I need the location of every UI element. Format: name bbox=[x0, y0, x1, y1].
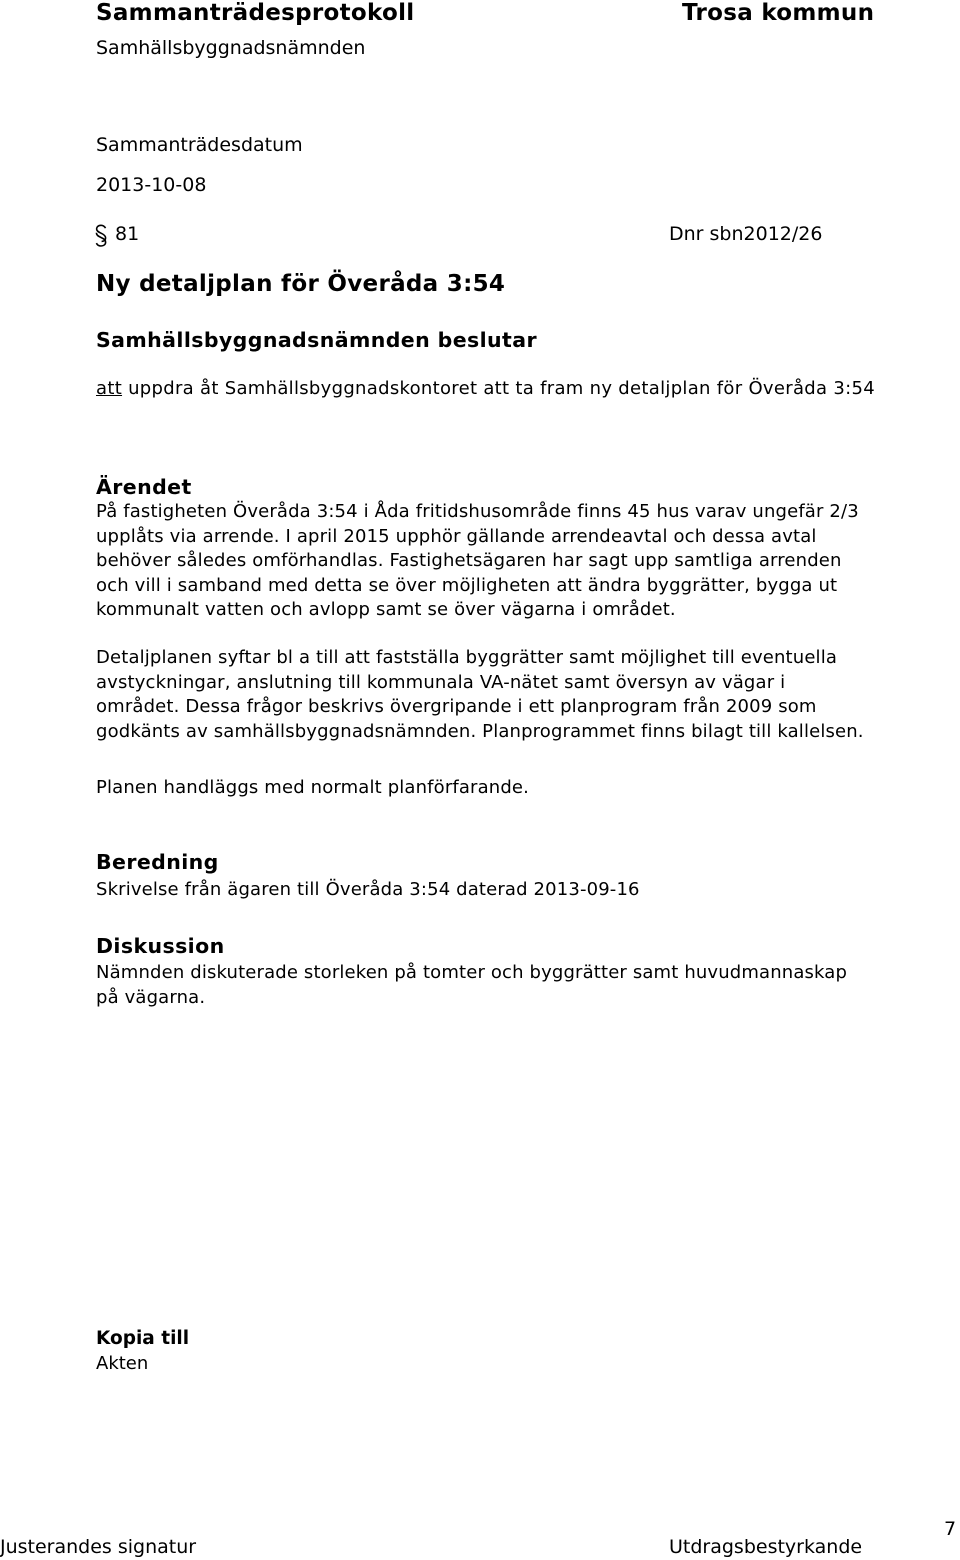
arendet-paragraph-2 bbox=[96, 646, 956, 744]
decision-text bbox=[96, 377, 875, 402]
copy-to-heading: Kopia till bbox=[96, 1328, 190, 1349]
arendet-line: och vill i samband med detta se över möjligheten att ändra byggrätter, bygga ut bbox=[96, 574, 838, 596]
diskussion-text bbox=[96, 961, 956, 1010]
att-word: att bbox=[96, 378, 123, 399]
arendet-paragraph-1 bbox=[96, 500, 956, 623]
municipality-name: Trosa kommun bbox=[682, 0, 875, 26]
decision-heading: Samhällsbyggnadsnämnden beslutar bbox=[96, 328, 537, 352]
section-sign-icon bbox=[93, 224, 109, 250]
footer-certification-label: Utdragsbestyrkande bbox=[669, 1536, 863, 1558]
meeting-date: 2013-10-08 bbox=[96, 174, 207, 196]
arendet-line: behöver således omförhandlas. Fastighetsägaren har sagt upp samtliga arrenden bbox=[96, 550, 842, 571]
page-number: 7 bbox=[944, 1518, 957, 1540]
diskussion-line: på vägarna. bbox=[96, 986, 206, 1008]
beredning-line: Skrivelse från ägaren till Överåda 3:54 daterad 2013-09-16 bbox=[96, 879, 640, 900]
arendet-line: kommunalt vatten och avlopp samt se över vägarna i området. bbox=[96, 599, 676, 620]
arendet-line: godkänts av samhällsbyggnadsnämnden. Planprogrammet finns bilagt till kallelsen. bbox=[96, 720, 864, 742]
arendet-line: Planen handläggs med normalt planförfarande. bbox=[96, 777, 530, 798]
arendet-line: upplåts via arrende. I april 2015 upphör gällande arrendeavtal och dessa avtal bbox=[96, 525, 817, 547]
footer-signature-label: Justerandes signatur bbox=[0, 1536, 197, 1558]
copy-to-recipient: Akten bbox=[96, 1353, 149, 1374]
arendet-line: På fastigheten Överåda 3:54 i Åda fritidshusområde finns 45 hus varav ungefär 2/3 bbox=[96, 501, 859, 522]
committee-name: Samhällsbyggnadsnämnden bbox=[96, 37, 366, 59]
diskussion-line: Nämnden diskuterade storleken på tomter och byggrätter samt huvudmannaskap bbox=[96, 962, 848, 983]
arendet-paragraph-3 bbox=[96, 776, 956, 801]
meeting-date-label: Sammanträdesdatum bbox=[96, 134, 303, 156]
document-type: Sammanträdesprotokoll bbox=[96, 0, 415, 26]
arendet-heading: Ärendet bbox=[96, 475, 192, 499]
diskussion-heading: Diskussion bbox=[96, 934, 225, 958]
case-number: Dnr sbn2012/26 bbox=[669, 223, 823, 245]
section-number: 81 bbox=[115, 223, 140, 245]
arendet-line: området. Dessa frågor beskrivs övergripande i ett planprogram från 2009 som bbox=[96, 696, 817, 717]
arendet-line: Detaljplanen syftar bl a till att fastställa byggrätter samt möjlighet till eventuella bbox=[96, 647, 838, 668]
beredning-heading: Beredning bbox=[96, 850, 219, 874]
item-title: Ny detaljplan för Överåda 3:54 bbox=[96, 271, 506, 297]
arendet-line: avstyckningar, anslutning till kommunala VA-nätet samt översyn av vägar i bbox=[96, 671, 786, 693]
beredning-text bbox=[96, 878, 956, 903]
decision-body: uppdra åt Samhällsbyggnadskontoret att ta fram ny detaljplan för Överåda 3:54 bbox=[122, 378, 875, 399]
